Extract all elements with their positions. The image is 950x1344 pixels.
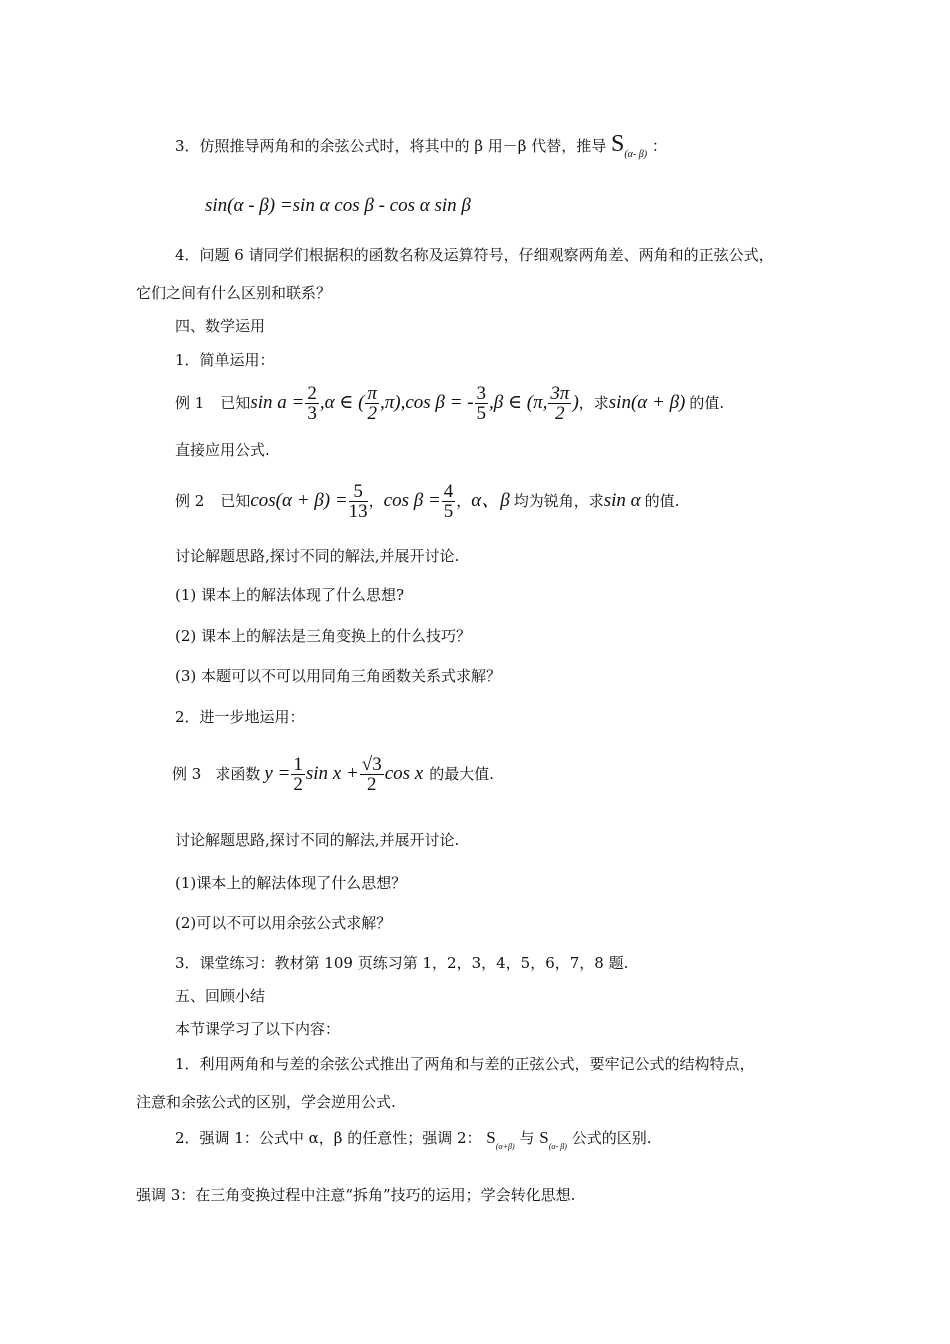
- subheading-further-application: 2．进一步地运用：: [175, 708, 305, 726]
- summary-2-end: 公式的区别.: [571, 1129, 652, 1147]
- example-1-label: 例 1: [175, 394, 205, 412]
- summary-2-text: 2．强调 1：公式中 α，β 的任意性；强调 2：: [175, 1129, 482, 1147]
- summary-3: 强调 3：在三角变换过程中注意“拆角”技巧的运用；学会转化思想.: [136, 1186, 576, 1204]
- line-derive-formula: [175, 131, 667, 165]
- fraction-pi-2: $\frac{\pi}{2}$: [367, 382, 377, 424]
- subheading-simple-application: 1．简单运用：: [175, 351, 275, 369]
- example-1-known: 已知: [220, 394, 251, 412]
- example-2-sep-1: ，: [368, 492, 384, 510]
- example-3-text: 求函数: [215, 765, 261, 783]
- example-1-close-paren: ): [572, 392, 579, 413]
- question-1-3: (3) 本题可以不可以用同角三角函数关系式求解？: [175, 667, 502, 685]
- class-exercise: 3．课堂练习：教材第 109 页练习第 1，2，3，4，5，6，7，8 题.: [175, 954, 629, 972]
- question-1-1: (1) 课本上的解法体现了什么思想?: [175, 586, 405, 604]
- fraction-4-5: $\frac{4}{5}$: [443, 480, 454, 522]
- formula-text: sin(α - β) =sin α cos β - cos α sin β: [205, 195, 471, 216]
- example-2-sin-alpha: sin α: [603, 490, 641, 511]
- summary-1-line-1: 1．利用两角和与差的余弦公式推出了两角和与差的正弦公式，要牢记公式的结构特点，: [175, 1055, 755, 1073]
- example-1-beta-interval: ,β ∈ (π,: [489, 392, 548, 413]
- example-2-cos-beta: cos β =: [383, 490, 441, 511]
- s-symbol: S: [610, 131, 625, 157]
- example-1-ask: ，求: [578, 394, 609, 412]
- fraction-2-3: $\frac{2}{3}$: [307, 382, 317, 424]
- example-2: [175, 478, 679, 524]
- example-2-end: 的值.: [644, 492, 680, 510]
- s-plus-symbol: S: [486, 1128, 496, 1147]
- fraction-3pi-2: $\frac{3\pi}{2}$: [550, 382, 570, 424]
- s-minus-subscript: (α- β): [548, 1142, 567, 1151]
- question-2-2: (2)可以不可以用余弦公式求解？: [175, 914, 392, 932]
- direct-apply-note: 直接应用公式.: [175, 441, 270, 459]
- s-minus-symbol: S: [539, 1128, 549, 1147]
- summary-2-and: 与: [519, 1129, 535, 1147]
- example-2-label: 例 2: [175, 492, 205, 510]
- example-1: [175, 380, 724, 426]
- fraction-3-5: $\frac{3}{5}$: [476, 382, 487, 424]
- section-heading-review: 五、回顾小结: [175, 987, 266, 1005]
- example-1-end: 的值.: [689, 394, 725, 412]
- question-1-2: (2) 课本上的解法是三角变换上的什么技巧？: [175, 627, 472, 645]
- summary-intro: 本节课学习了以下内容：: [175, 1020, 341, 1038]
- example-3-end: 的最大值.: [429, 765, 495, 783]
- summary-2: [175, 1128, 651, 1157]
- example-3-y: y =: [264, 763, 291, 784]
- example-2-alpha-beta: α、β: [471, 490, 510, 511]
- fraction-5-13: $\frac{5}{13}$: [348, 480, 368, 522]
- fraction-1-2: $\frac{1}{2}$: [293, 753, 303, 795]
- derive-text: 3．仿照推导两角和的余弦公式时，将其中的 β 用－β 代替，推导: [175, 137, 607, 155]
- discussion-2: 讨论解题思路,探讨不同的解法,并展开讨论.: [175, 831, 460, 849]
- s-subscript: (α- β): [624, 149, 648, 160]
- question-6-line-2: 它们之间有什么区别和联系？: [136, 284, 332, 302]
- example-1-target: sin(α + β): [608, 392, 686, 413]
- example-1-sin-a: sin a =: [250, 392, 305, 413]
- example-3-label: 例 3: [172, 765, 202, 783]
- example-1-cos-beta: ,π),cos β = -: [379, 392, 474, 413]
- fraction-sqrt3-2: $\frac{√3}{2}$: [361, 753, 382, 795]
- discussion-1: 讨论解题思路,探讨不同的解法,并展开讨论.: [175, 547, 460, 565]
- s-plus-subscript: (α+β): [495, 1142, 515, 1151]
- example-1-alpha-interval: ,α ∈ (: [319, 392, 365, 413]
- example-2-sep-2: ，: [456, 492, 472, 510]
- example-3-cos-x: cos x: [384, 763, 424, 784]
- section-heading-math-application: 四、数学运用: [175, 317, 266, 335]
- question-2-1: (1)课本上的解法体现了什么思想？: [175, 874, 407, 892]
- example-3-sin-x: sin x +: [305, 763, 359, 784]
- example-2-cos-sum: cos(α + β) =: [250, 490, 348, 511]
- sine-difference-formula: [205, 196, 471, 216]
- derive-colon: ：: [651, 137, 667, 155]
- example-3: [172, 750, 494, 798]
- example-2-known: 已知: [220, 492, 251, 510]
- question-6-line-1: 4．问题 6 请同学们根据积的函数名称及运算符号，仔细观察两角差、两角和的正弦公式，: [175, 246, 774, 264]
- summary-1-line-2: 注意和余弦公式的区别，学会逆用公式.: [136, 1093, 396, 1111]
- example-2-acute: 均为锐角，求: [513, 492, 604, 510]
